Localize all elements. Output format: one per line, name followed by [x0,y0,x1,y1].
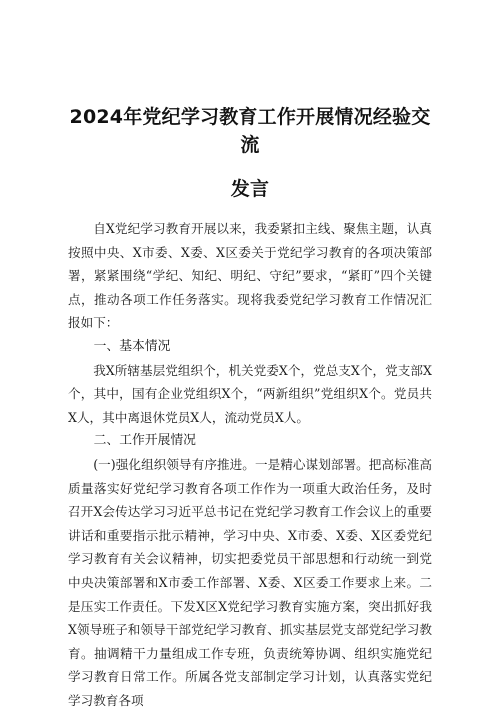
section-2-paragraph: (一)强化组织领导有序推进。一是精心谋划部署。把高标准高质量落实好党纪学习教育各项工作作为一项重大政治任务，及时召开X会传达学习习近平总书记在党纪学习教育工作会议上的重要讲话和重要指示批示精神，学习中央、X市委、X委、X区委党纪学习教育有关会议精神，切实把委党员干部思想和行动统一到党中央决策部署和X市委工作部署、X委、X区委工作要求上来。二是压实工作责任。下发X区X党纪学习教育实施方案，突出抓好我X领导班子和领导干部党纪学习教育、抓实基层党支部党纪学习教育。抽调精干力量组成工作专班，负责统筹协调、组织实施党纪学习教育日常工作。所属各党支部制定学习计划，认真落实党纪学习教育各项 [68,456,432,708]
title-line-2: 发言 [230,178,270,200]
title-line-1: 2024年党纪学习教育工作开展情况经验交流 [69,106,431,156]
intro-paragraph: 自X党纪学习教育开展以来，我委紧扣主线、聚焦主题，认真按照中央、X市委、X委、X区委关于党纪学习教育的各项决策部署，紧紧围绕“学纪、知纪、明纪、守纪”要求，“紧盯”四个关键点，推动各项工作任务落实。现将我委党纪学习教育工作情况汇报如下： [68,221,432,331]
section-1-heading: 一、基本情况 [93,338,171,354]
document-body [68,217,432,712]
section-2-heading: 二、工作开展情况 [93,433,196,449]
document-title-line-2 [68,175,432,203]
document-title [68,0,432,159]
section-1-paragraph: 我X所辖基层党组织个，机关党委X个，党总支X个，党支部X个，其中，国有企业党组织X个，“两新组织”党组织X个。党员共X人，其中离退休党员X人，流动党员X人。 [68,362,432,425]
